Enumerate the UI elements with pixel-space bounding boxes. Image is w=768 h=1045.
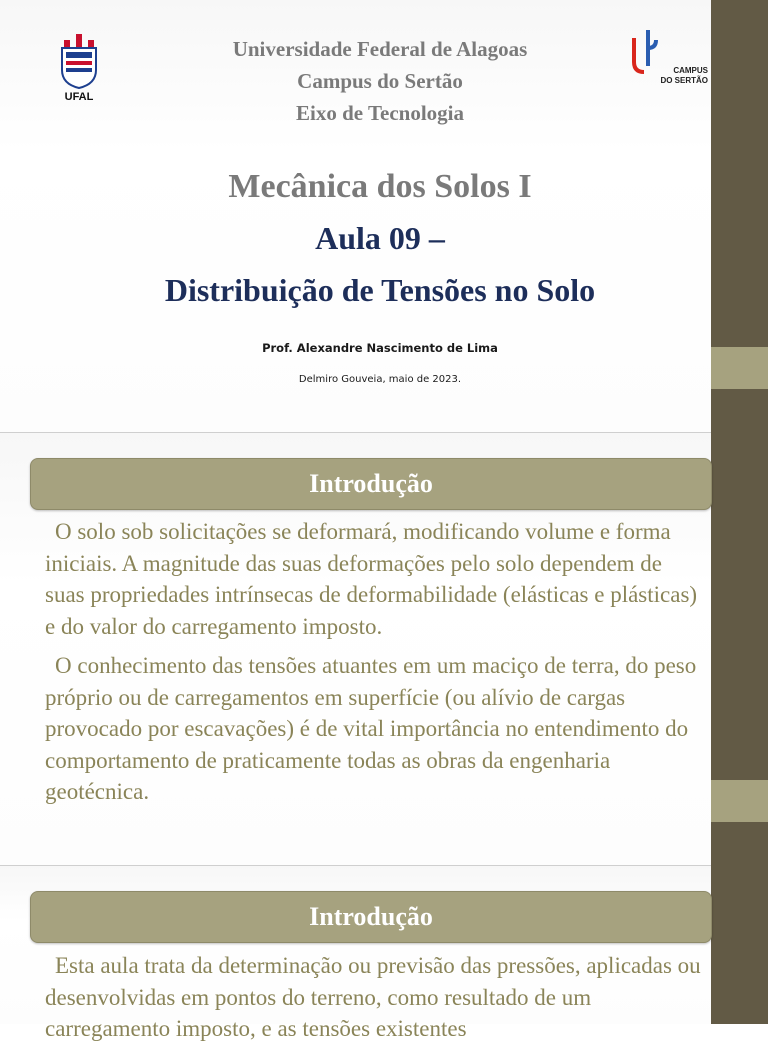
intro-slide-2 [0,866,711,1041]
paragraph: O solo sob solicitações se deformará, modificando volume e forma iniciais. A magnitude das suas deformações pelo solo dependem de suas propriedades intrínsecas de deformabilidade (elásticas e plásticas) e do valor do carregamento imposto. [45,519,698,639]
institution-block [0,33,760,129]
slide-body [45,516,707,808]
campus-logo-line2: DO SERTÃO [660,76,708,85]
slide-body [45,950,707,1045]
university-name: Universidade Federal de Alagoas [232,37,528,61]
sidebar-accent-2 [711,780,768,822]
lesson-topic: Distribuição de Tensões no Solo [164,272,596,308]
paragraph: O conhecimento das tensões atuantes em um maciço de terra, do peso próprio ou de carregamentos em superfície (ou alívio de cargas provocado por escavações) é de vital importância no entendimento do comportamento de praticamente todas as obras da engenharia geotécnica. [45,653,697,804]
lesson-number: Aula 09 – [315,220,445,256]
place-date: Delmiro Gouveia, maio de 2023. [298,374,462,385]
intro-slide-1 [0,433,711,865]
ufal-logo-text: UFAL [64,91,94,103]
professor-name: Prof. Alexandre Nascimento de Lima [262,341,498,355]
course-title: Mecânica dos Solos I [228,168,532,205]
sidebar-strip [711,0,768,1024]
axis-name: Eixo de Tecnologia [295,101,465,125]
slide-header: Introdução [30,458,712,510]
paragraph: Esta aula trata da determinação ou previsão das pressões, aplicadas ou desenvolvidas em pontos do terreno, como resultado de um carregamento imposto, e as tensões existentes [45,953,701,1041]
campus-name: Campus do Sertão [297,69,463,93]
slide-header: Introdução [30,891,712,943]
campus-logo-line1: CAMPUS [673,66,708,75]
title-slide [0,0,711,432]
